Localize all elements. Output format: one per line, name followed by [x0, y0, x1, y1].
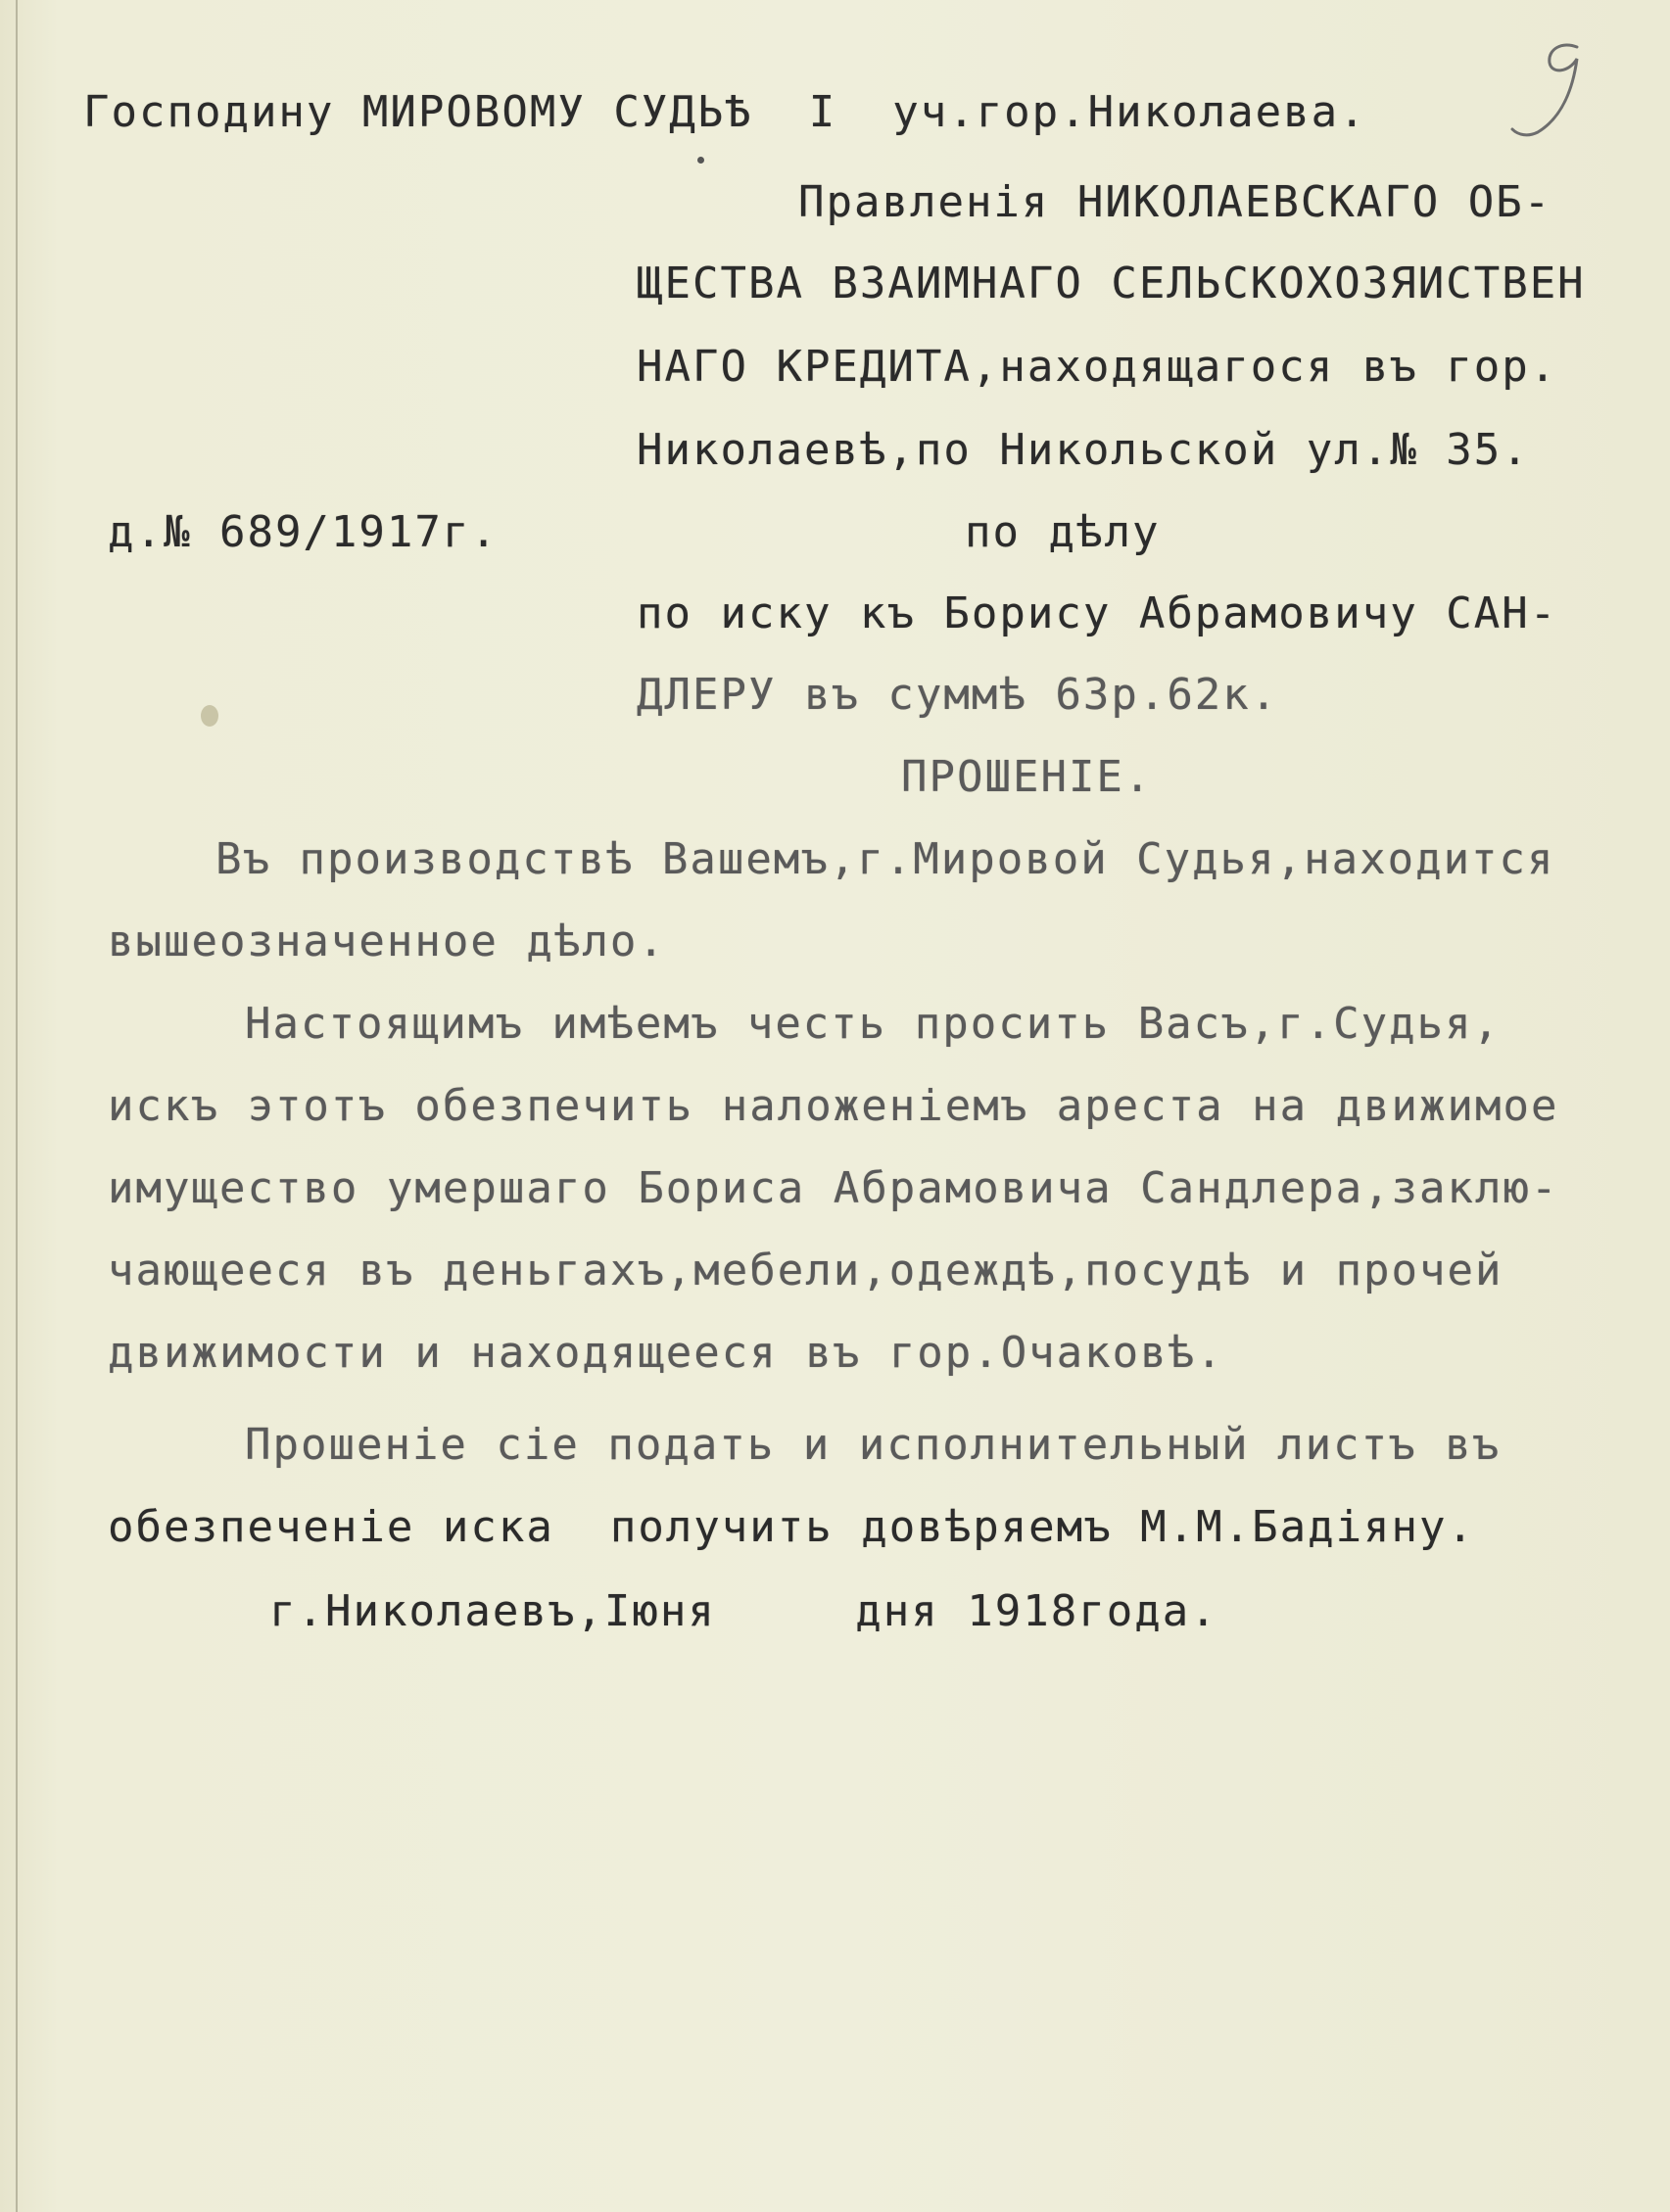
sender-line: ЩЕСТВА ВЗАИМНАГО СЕЛЬСКОХОЗЯИСТВЕН [637, 259, 1586, 308]
body-line: вышеозначенное дѣло. [108, 917, 666, 966]
body-line: обезпеченіе иска получить довѣряемъ М.М.Бадіяну. [108, 1502, 1476, 1552]
case-line: ДЛЕРУ въ суммѣ 63р.62к. [637, 670, 1279, 720]
paper-edge-line [16, 0, 18, 2212]
body-line: Въ производствѣ Вашемъ,г.Мировой Судья,находится [215, 834, 1555, 884]
body-line: чающееся въ деньгахъ,мебели,одеждѣ,посудѣ и прочей [108, 1246, 1503, 1295]
case-line: по иску къ Борису Абрамовичу САН- [637, 588, 1558, 638]
body-line: искъ этотъ обезпечить наложеніемъ ареста на движимое [108, 1081, 1559, 1131]
case-reference: по дѣлу [965, 507, 1161, 557]
body-line: Настоящимъ имѣемъ честь просить Васъ,г.Судья, [245, 999, 1502, 1049]
addressee-line: Господину МИРОВОМУ СУДЬѢ I уч.гор.Николаева. [83, 87, 1367, 137]
date-line: г.Николаевъ,Іюня дня 1918года. [269, 1586, 1218, 1636]
sender-line: НАГО КРЕДИТА,находящагося въ гор. [637, 342, 1558, 392]
document-title: ПРОШЕНІЕ. [901, 752, 1153, 802]
body-line: имущество умершаго Бориса Абрамовича Сандлера,заклю- [108, 1163, 1559, 1213]
body-line: Прошеніе сіе подать и исполнительный листъ въ [245, 1420, 1502, 1470]
paper-stain [201, 705, 218, 727]
folio-number [1508, 39, 1597, 147]
paper-stain [697, 157, 704, 164]
sender-line: Николаевѣ,по Никольской ул.№ 35. [637, 425, 1530, 475]
case-number: д.№ 689/1917г. [108, 507, 499, 557]
sender-line: Правленія НИКОЛАЕВСКАГО ОБ- [798, 177, 1552, 227]
body-line: движимости и находящееся въ гор.Очаковѣ. [108, 1328, 1224, 1378]
